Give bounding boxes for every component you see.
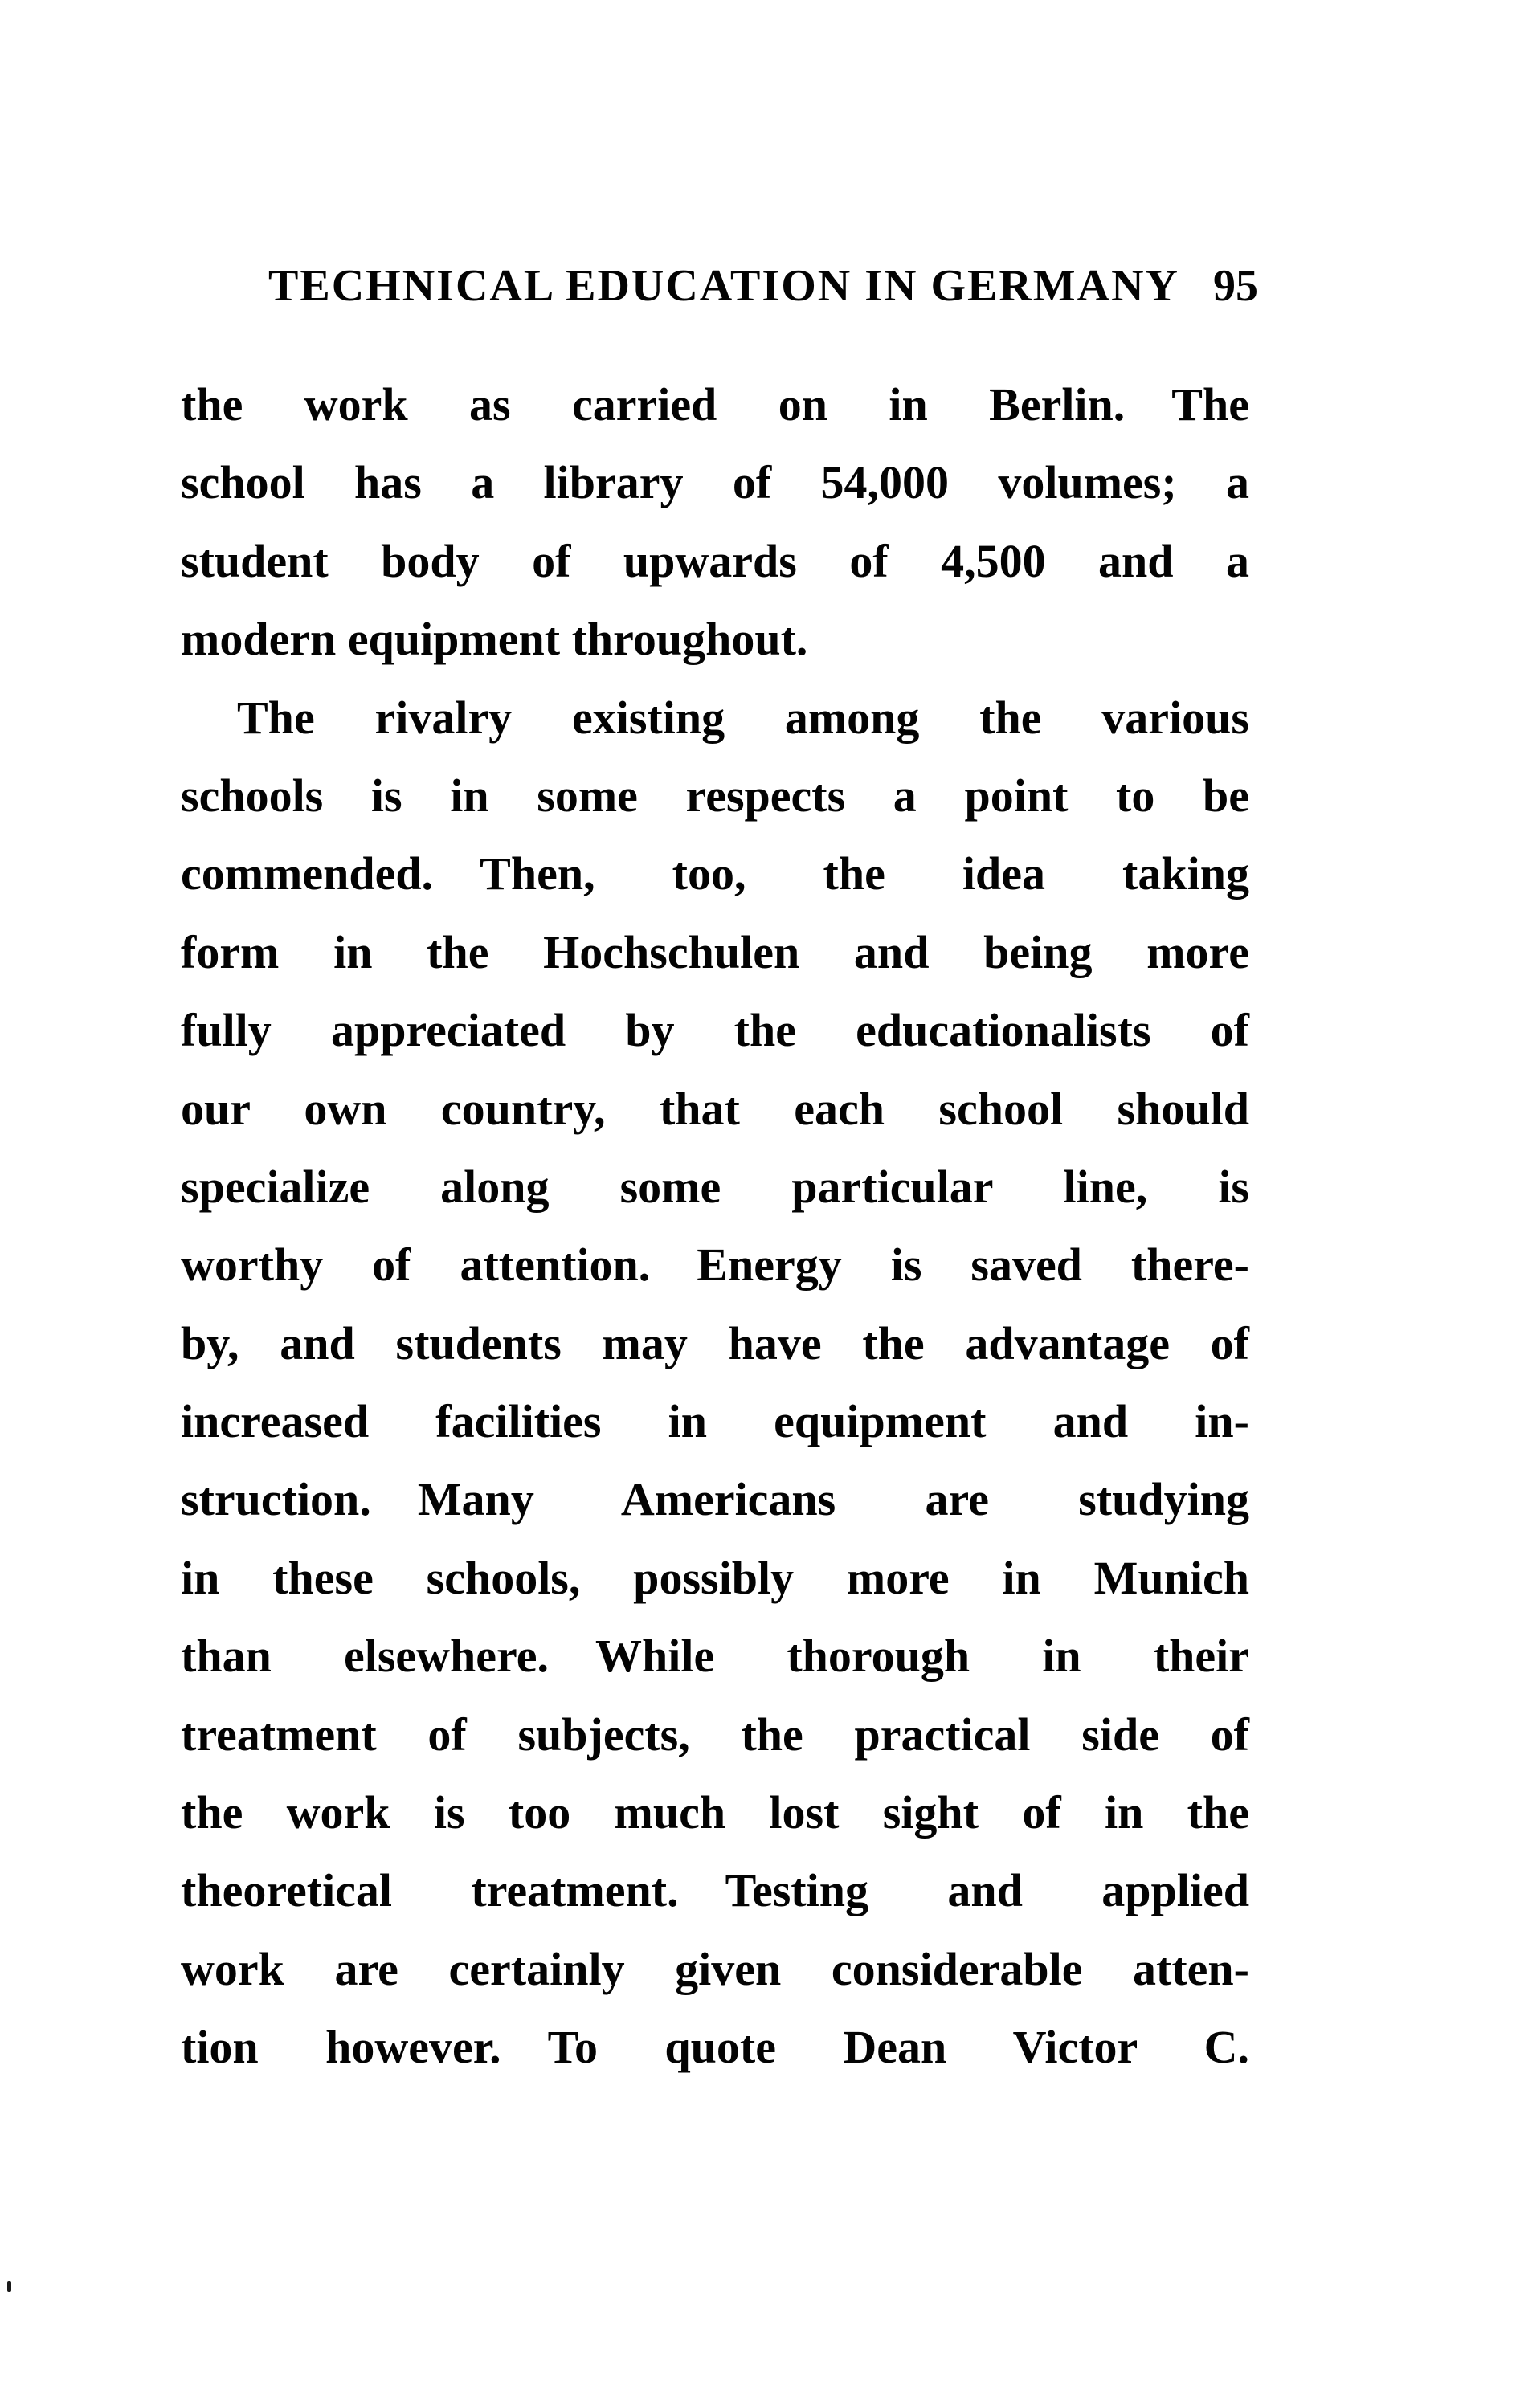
text-line: than elsewhere. While thorough in their: [181, 1630, 1249, 1683]
body-text: [181, 365, 1249, 2087]
text-line: modern equipment throughout.: [181, 613, 808, 666]
text-line: tion however. To quote Dean Victor C.: [181, 2021, 1249, 2074]
text-line: worthy of attention. Energy is saved there-: [181, 1239, 1249, 1292]
ink-speck: [7, 2281, 11, 2292]
text-line: school has a library of 54,000 volumes; a: [181, 456, 1249, 509]
text-line: form in the Hochschulen and being more: [181, 925, 1249, 978]
text-line: theoretical treatment. Testing and applied: [181, 1864, 1249, 1917]
running-header: [229, 261, 1297, 311]
text-line: the work is too much lost sight of in the: [181, 1786, 1249, 1839]
text-line: treatment of subjects, the practical side of: [181, 1708, 1249, 1761]
text-line: specialize along some particular line, is: [181, 1160, 1249, 1213]
text-line: work are certainly given considerable atten-: [181, 1942, 1249, 1995]
text-line: struction. Many Americans are studying: [181, 1473, 1249, 1526]
text-line: by, and students may have the advantage of: [181, 1316, 1249, 1369]
chapter-title: TECHNICAL EDUCATION IN GERMANY: [268, 261, 1179, 311]
text-line: in these schools, possibly more in Munich: [181, 1551, 1249, 1604]
text-line: schools is in some respects a point to be: [181, 769, 1249, 822]
text-line: increased facilities in equipment and in-: [181, 1395, 1249, 1448]
text-line: fully appreciated by the educationalists of: [181, 1004, 1249, 1057]
text-line: the work as carried on in Berlin. The: [181, 378, 1249, 431]
page-number: 95: [1212, 261, 1258, 311]
text-line: The rivalry existing among the various: [237, 691, 1249, 744]
text-line: our own country, that each school should: [181, 1082, 1249, 1135]
text-line: commended. Then, too, the idea taking: [181, 847, 1249, 900]
text-line: student body of upwards of 4,500 and a: [181, 534, 1249, 587]
